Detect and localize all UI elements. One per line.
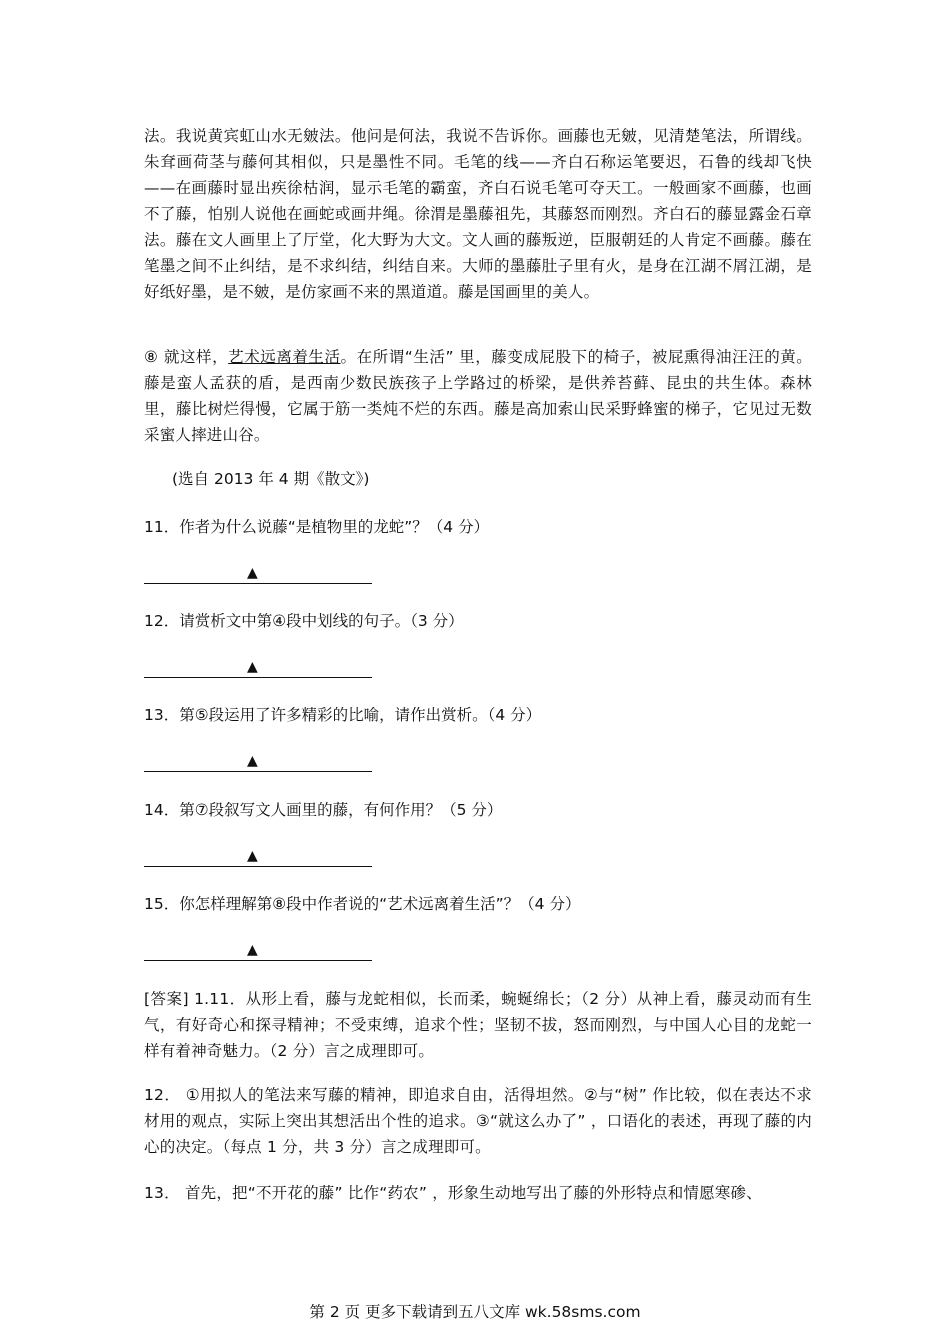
answer-blank-14[interactable] — [144, 846, 372, 867]
question-13: 13．第⑤段运用了许多精彩的比喻，请作出赏析。（4 分） — [144, 706, 542, 724]
answer-blank-15[interactable] — [144, 940, 372, 961]
triangle-marker-icon: ▲ — [247, 659, 258, 675]
paragraph-7: 法。我说黄宾虹山水无皴法。他问是何法，我说不告诉你。画藤也无皴，见清楚笔法，所谓线。朱耷画荷茎与藤何其相似，只是墨性不同。毛笔的线——齐白石称运笔要迟，石鲁的线却飞快——在画藤时显出疾徐枯润，显示毛笔的霸蛮，齐白石说毛笔可夺天工。一般画家不画藤，也画不了藤，怕别人说他在画蛇或画井绳。徐渭是墨藤祖先，其藤怒而刚烈。齐白石的藤显露金石章法。藤在文人画里上了厅堂，化大野为大文。文人画的藤叛逆，臣服朝廷的人肯定不画藤。藤在笔墨之间不止纠结，是不求纠结，纠结自来。大师的墨藤肚子里有火，是身在江湖不屑江湖，是好纸好墨，是不皴，是仿家画不来的黑道道。藤是国画里的美人。 — [144, 127, 812, 301]
triangle-marker-icon: ▲ — [247, 753, 258, 769]
paragraph-8 — [144, 344, 812, 448]
page-footer: 第 2 页 更多下载请到五八文库 wk.58sms.com — [309, 1303, 641, 1321]
underlined-sentence: 艺术远离着生活 — [228, 348, 341, 366]
question-15: 15．你怎样理解第⑧段中作者说的“艺术远离着生活”？（4 分） — [144, 895, 581, 913]
answer-blank-13[interactable] — [144, 751, 372, 772]
question-14: 14．第⑦段叙写文人画里的藤，有何作用？（5 分） — [144, 801, 503, 819]
answer-11: [答案] 1.11．从形上看，藤与龙蛇相似，长而柔，蜿蜒绵长；（2 分）从神上看，藤灵动而有生气，有好奇心和探寻精神；不受束缚，追求个性；坚韧不拔，怒而刚烈，与中国人心目的龙蛇一样有着神奇魅力。（2 分）言之成理即可。 — [144, 990, 812, 1060]
answer-blank-11[interactable] — [144, 563, 372, 584]
answer-12: 12． ①用拟人的笔法来写藤的精神，即追求自由，活得坦然。②与“树” 作比较，似在表达不求材用的观点，实际上突出其想活出个性的追求。③“就这么办了” ，口语化的表述，再现了藤的内心的决定。（每点 1 分，共 3 分）言之成理即可。 — [144, 1086, 812, 1156]
triangle-marker-icon: ▲ — [247, 942, 258, 958]
paragraph-8-prefix: ⑧ 就这样， — [144, 348, 229, 366]
triangle-marker-icon: ▲ — [247, 565, 258, 581]
question-12: 12．请赏析文中第④段中划线的句子。（3 分） — [144, 612, 464, 630]
question-11: 11．作者为什么说藤“是植物里的龙蛇”？（4 分） — [144, 518, 490, 536]
answer-13: 13． 首先，把“不开花的藤” 比作“药农” ，形象生动地写出了藤的外形特点和情愿寒碜、 — [144, 1184, 762, 1202]
triangle-marker-icon: ▲ — [247, 848, 258, 864]
source-citation: (选自 2013 年 4 期《散文》) — [172, 470, 370, 488]
answer-blank-12[interactable] — [144, 657, 372, 678]
paragraph-8-rest: 。在所谓“生活” 里，藤变成屁股下的椅子，被屁熏得油汪汪的黄。藤是蛮人孟获的盾，是西南少数民族孩子上学路过的桥梁，是供养苔藓、昆虫的共生体。森林里，藤比树烂得慢，它属于筋一类炖不烂的东西。藤是高加索山民采野蜂蜜的梯子，它见过无数采蜜人摔进山谷。 — [144, 348, 812, 444]
